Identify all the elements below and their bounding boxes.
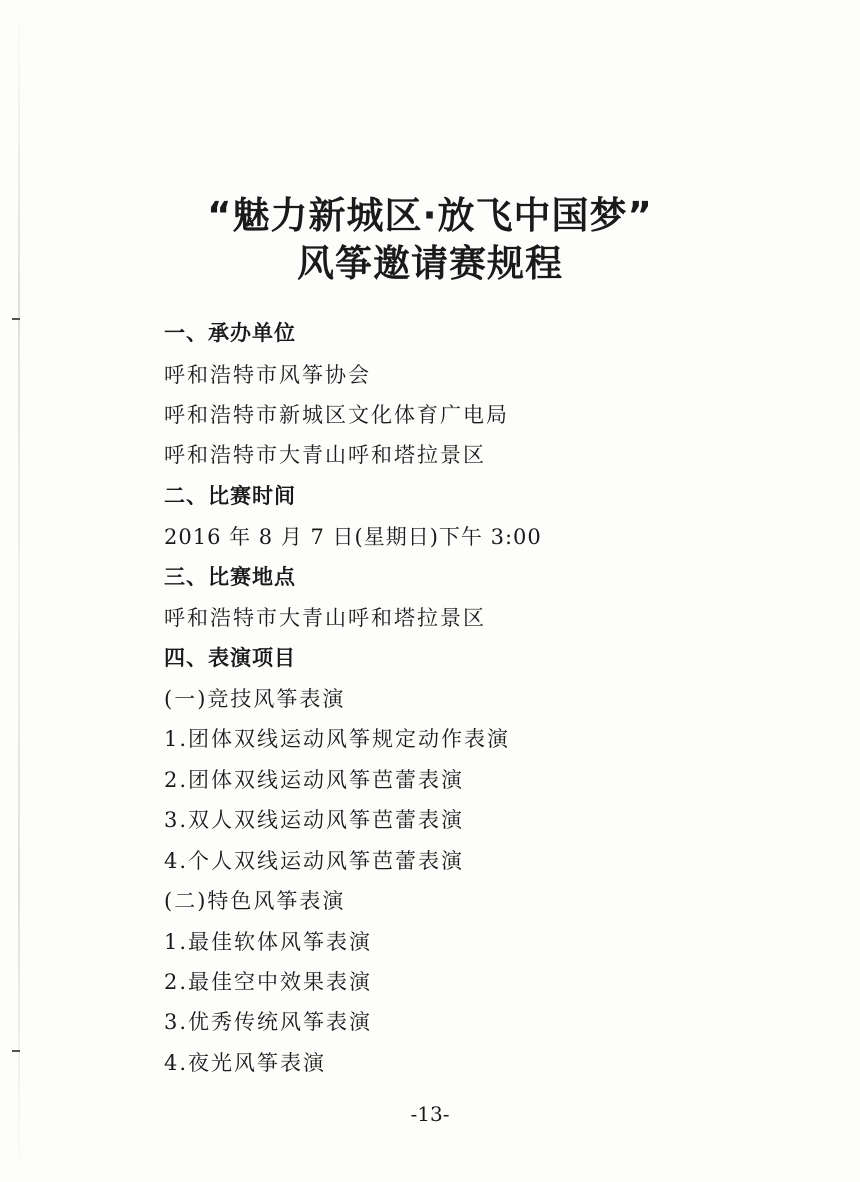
subsection-competitive-kites: (一)竞技风筝表演: [164, 687, 346, 711]
subsection-special-kites: (二)特色风筝表演: [164, 889, 346, 913]
section-heading-organizers: 一、承办单位: [164, 321, 296, 345]
section-heading-venue: 三、比赛地点: [164, 565, 296, 589]
binding-hole-mark: [12, 1050, 20, 1052]
performance-item: 2.团体双线运动风筝芭蕾表演: [164, 768, 465, 792]
performance-item: 2.最佳空中效果表演: [164, 970, 373, 994]
performance-item: 4.夜光风筝表演: [164, 1051, 327, 1075]
page-number: -13-: [410, 1102, 450, 1126]
section-heading-performances: 四、表演项目: [164, 646, 296, 670]
document-title-line-1: “魅力新城区·放飞中国梦”: [207, 194, 653, 237]
performance-item: 1.最佳软体风筝表演: [164, 930, 373, 954]
organizer-line: 呼和浩特市风筝协会: [164, 363, 371, 387]
performance-item: 3.双人双线运动风筝芭蕾表演: [164, 808, 465, 832]
organizer-line: 呼和浩特市大青山呼和塔拉景区: [164, 443, 486, 467]
performance-item: 1.团体双线运动风筝规定动作表演: [164, 727, 511, 751]
performance-item: 4.个人双线运动风筝芭蕾表演: [164, 849, 465, 873]
organizer-line: 呼和浩特市新城区文化体育广电局: [164, 403, 509, 427]
binding-hole-mark: [12, 318, 20, 320]
competition-time: 2016 年 8 月 7 日(星期日)下午 3:00: [164, 525, 542, 549]
binding-fold-shadow: [18, 0, 20, 1182]
performance-item: 3.优秀传统风筝表演: [164, 1010, 373, 1034]
competition-venue: 呼和浩特市大青山呼和塔拉景区: [164, 606, 486, 630]
document-title-line-2: 风筝邀请赛规程: [297, 242, 563, 285]
section-heading-time: 二、比赛时间: [164, 484, 296, 508]
